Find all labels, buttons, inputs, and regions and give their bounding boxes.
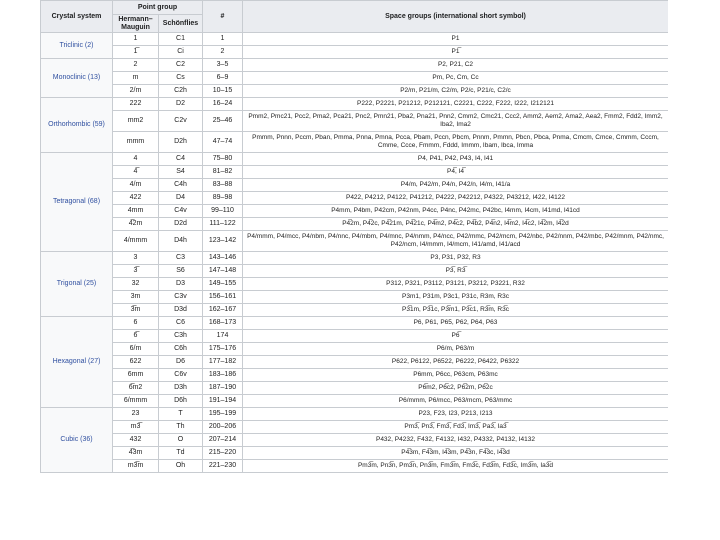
- space-groups-cell: P4/m, P42/m, P4/n, P42/n, I4/m, I41/a: [243, 179, 669, 192]
- number-cell: 47–74: [203, 132, 243, 153]
- space-groups-cell: Pm, Pc, Cm, Cc: [243, 72, 669, 85]
- hm-cell: 6/mmm: [113, 395, 159, 408]
- table-row: [41, 369, 669, 382]
- schoenflies-cell: C6h: [159, 343, 203, 356]
- schoenflies-cell: C4h: [159, 179, 203, 192]
- crystal-system-cell: Triclinic (2): [41, 33, 113, 59]
- schoenflies-cell: C4: [159, 153, 203, 166]
- schoenflies-cell: S6: [159, 265, 203, 278]
- space-groups-cell: P6̅: [243, 330, 669, 343]
- schoenflies-cell: D4h: [159, 231, 203, 252]
- table-row: [41, 59, 669, 72]
- hm-cell: 32: [113, 278, 159, 291]
- number-cell: 143–146: [203, 252, 243, 265]
- schoenflies-cell: T: [159, 408, 203, 421]
- schoenflies-cell: D6: [159, 356, 203, 369]
- hm-cell: 1: [113, 33, 159, 46]
- number-cell: 2: [203, 46, 243, 59]
- table-row: [41, 132, 669, 153]
- number-cell: 215–220: [203, 447, 243, 460]
- hm-cell: 4/m: [113, 179, 159, 192]
- schoenflies-cell: C2h: [159, 85, 203, 98]
- crystal-system-cell: Cubic (36): [41, 408, 113, 473]
- table-row: [41, 356, 669, 369]
- space-groups-cell: P312, P321, P3112, P3121, P3212, P3221, R32: [243, 278, 669, 291]
- crystal-system-header: Crystal system: [41, 1, 113, 33]
- schoenflies-header: Schönflies: [159, 15, 203, 33]
- hm-cell: m3̅: [113, 421, 159, 434]
- table-row: [41, 278, 669, 291]
- schoenflies-cell: D3h: [159, 382, 203, 395]
- table-row: [41, 395, 669, 408]
- hm-cell: 4: [113, 153, 159, 166]
- schoenflies-cell: C2: [159, 59, 203, 72]
- number-cell: 1: [203, 33, 243, 46]
- space-group-table: [40, 0, 668, 473]
- space-groups-cell: P6/m, P63/m: [243, 343, 669, 356]
- hm-cell: 222: [113, 98, 159, 111]
- hm-cell: 4/mmm: [113, 231, 159, 252]
- table-row: [41, 153, 669, 166]
- hm-cell: 4̅: [113, 166, 159, 179]
- space-groups-cell: P6/mmm, P6/mcc, P63/mcm, P63/mmc: [243, 395, 669, 408]
- number-cell: 111–122: [203, 218, 243, 231]
- crystal-system-cell: Orthorhombic (59): [41, 98, 113, 153]
- hm-cell: mm2: [113, 111, 159, 132]
- space-groups-cell: Pmmm, Pnnn, Pccm, Pban, Pmma, Pnna, Pmna, Pcca, Pbam, Pccn, Pbcm, Pnnm, Pmmn, Pbcn, Pbca, Pnma, Cmcm, Cmce, Cmmm, Cccm, Cmme, Ccce, Fmmm, Fddd, Immm, Ibam, Ibca, Imma: [243, 132, 669, 153]
- hm-cell: 23: [113, 408, 159, 421]
- number-cell: 156–161: [203, 291, 243, 304]
- space-groups-cell: Pmm2, Pmc21, Pcc2, Pma2, Pca21, Pnc2, Pmn21, Pba2, Pna21, Pnn2, Cmm2, Cmc21, Ccc2, Amm2, Aem2, Ama2, Aea2, Fmm2, Fdd2, Imm2, Iba2, Ima2: [243, 111, 669, 132]
- table-row: [41, 408, 669, 421]
- schoenflies-cell: O: [159, 434, 203, 447]
- schoenflies-cell: C3v: [159, 291, 203, 304]
- space-groups-cell: P2, P21, C2: [243, 59, 669, 72]
- hm-cell: 6mm: [113, 369, 159, 382]
- hm-cell: 3: [113, 252, 159, 265]
- number-cell: 177–182: [203, 356, 243, 369]
- number-cell: 191–194: [203, 395, 243, 408]
- schoenflies-cell: C2v: [159, 111, 203, 132]
- hm-cell: 2: [113, 59, 159, 72]
- space-groups-cell: P3̅, R3̅: [243, 265, 669, 278]
- number-cell: 195–199: [203, 408, 243, 421]
- table-row: [41, 382, 669, 395]
- hm-cell: 4̅2m: [113, 218, 159, 231]
- space-groups-cell: P4/mmm, P4/mcc, P4/nbm, P4/nnc, P4/mbm, P4/mnc, P4/nmm, P4/ncc, P42/mmc, P42/mcm, P42/nbc, P42/nnm, P42/mbc, P42/mnm, P42/nmc, P42/ncm, I4/mmm, I4/mcm, I41/amd, I41/acd: [243, 231, 669, 252]
- crystal-system-cell: Hexagonal (27): [41, 317, 113, 408]
- schoenflies-cell: D2h: [159, 132, 203, 153]
- table-row: [41, 421, 669, 434]
- table-row: [41, 111, 669, 132]
- schoenflies-cell: Ci: [159, 46, 203, 59]
- table-row: [41, 434, 669, 447]
- number-header: #: [203, 1, 243, 33]
- hermann-mauguin-header: Hermann–Mauguin: [113, 15, 159, 33]
- space-groups-cell: P4mm, P4bm, P42cm, P42nm, P4cc, P4nc, P42mc, P42bc, I4mm, I4cm, I41md, I41cd: [243, 205, 669, 218]
- schoenflies-cell: Th: [159, 421, 203, 434]
- hm-cell: 422: [113, 192, 159, 205]
- number-cell: 25–46: [203, 111, 243, 132]
- hm-cell: 3m: [113, 291, 159, 304]
- schoenflies-cell: D3d: [159, 304, 203, 317]
- table-row: [41, 192, 669, 205]
- table-row: [41, 330, 669, 343]
- schoenflies-cell: C3: [159, 252, 203, 265]
- number-cell: 207–214: [203, 434, 243, 447]
- table-row: [41, 317, 669, 330]
- table-row: [41, 291, 669, 304]
- hm-cell: m: [113, 72, 159, 85]
- crystal-system-cell: Monoclinic (13): [41, 59, 113, 98]
- schoenflies-cell: C3h: [159, 330, 203, 343]
- hm-cell: 432: [113, 434, 159, 447]
- hm-cell: 6: [113, 317, 159, 330]
- schoenflies-cell: D3: [159, 278, 203, 291]
- table-row: [41, 205, 669, 218]
- space-groups-header: Space groups (international short symbol): [243, 1, 669, 33]
- schoenflies-cell: D2: [159, 98, 203, 111]
- hm-cell: 6̅: [113, 330, 159, 343]
- space-groups-cell: Pm3̅, Pn3̅, Fm3̅, Fd3̅, Im3̅, Pa3̅, Ia3̅: [243, 421, 669, 434]
- table-row: [41, 85, 669, 98]
- table-row: [41, 179, 669, 192]
- crystal-system-cell: Tetragonal (68): [41, 153, 113, 252]
- schoenflies-cell: D4: [159, 192, 203, 205]
- number-cell: 10–15: [203, 85, 243, 98]
- schoenflies-cell: S4: [159, 166, 203, 179]
- hm-cell: 1̅: [113, 46, 159, 59]
- number-cell: 16–24: [203, 98, 243, 111]
- crystal-system-cell: Trigonal (25): [41, 252, 113, 317]
- number-cell: 99–110: [203, 205, 243, 218]
- number-cell: 187–190: [203, 382, 243, 395]
- number-cell: 183–186: [203, 369, 243, 382]
- number-cell: 200–206: [203, 421, 243, 434]
- table-row: [41, 265, 669, 278]
- schoenflies-cell: D6h: [159, 395, 203, 408]
- table-row: [41, 98, 669, 111]
- space-groups-cell: P4, P41, P42, P43, I4, I41: [243, 153, 669, 166]
- hm-cell: 622: [113, 356, 159, 369]
- table-row: [41, 343, 669, 356]
- table-row: [41, 304, 669, 317]
- hm-cell: 4̅3m: [113, 447, 159, 460]
- schoenflies-cell: C4v: [159, 205, 203, 218]
- table-row: [41, 218, 669, 231]
- space-groups-cell: P1̅: [243, 46, 669, 59]
- space-groups-cell: P622, P6122, P6522, P6222, P6422, P6322: [243, 356, 669, 369]
- hm-cell: 6̅m2: [113, 382, 159, 395]
- space-groups-cell: P1: [243, 33, 669, 46]
- number-cell: 123–142: [203, 231, 243, 252]
- header-row: [41, 1, 669, 15]
- hm-cell: m3̅m: [113, 460, 159, 473]
- table-row: [41, 252, 669, 265]
- hm-cell: 6/m: [113, 343, 159, 356]
- space-groups-cell: P3, P31, P32, R3: [243, 252, 669, 265]
- space-groups-cell: P4̅, I4̅: [243, 166, 669, 179]
- number-cell: 83–88: [203, 179, 243, 192]
- number-cell: 75–80: [203, 153, 243, 166]
- table-row: [41, 72, 669, 85]
- schoenflies-cell: Oh: [159, 460, 203, 473]
- number-cell: 221–230: [203, 460, 243, 473]
- space-groups-cell: Pm3̅m, Pn3̅n, Pm3̅n, Pn3̅m, Fm3̅m, Fm3̅c, Fd3̅m, Fd3̅c, Im3̅m, Ia3̅d: [243, 460, 669, 473]
- space-groups-cell: P422, P4212, P4122, P41212, P4222, P42212, P4322, P43212, I422, I4122: [243, 192, 669, 205]
- table-row: [41, 460, 669, 473]
- number-cell: 147–148: [203, 265, 243, 278]
- table-row: [41, 447, 669, 460]
- hm-cell: 3̅: [113, 265, 159, 278]
- table-container: [40, 0, 668, 540]
- number-cell: 81–82: [203, 166, 243, 179]
- table-row: [41, 46, 669, 59]
- schoenflies-cell: Td: [159, 447, 203, 460]
- hm-cell: mmm: [113, 132, 159, 153]
- space-groups-cell: P3̅1m, P3̅1c, P3̅m1, P3̅c1, R3̅m, R3̅c: [243, 304, 669, 317]
- table-row: [41, 33, 669, 46]
- space-groups-cell: P4̅2m, P4̅2c, P4̅21m, P4̅21c, P4̅m2, P4̅c2, P4̅b2, P4̅n2, I4̅m2, I4̅c2, I4̅2m, I4̅2d: [243, 218, 669, 231]
- table-row: [41, 166, 669, 179]
- space-groups-cell: P222, P2221, P21212, P212121, C2221, C222, F222, I222, I212121: [243, 98, 669, 111]
- table-row: [41, 231, 669, 252]
- number-cell: 162–167: [203, 304, 243, 317]
- space-groups-cell: P3m1, P31m, P3c1, P31c, R3m, R3c: [243, 291, 669, 304]
- schoenflies-cell: D2d: [159, 218, 203, 231]
- schoenflies-cell: C1: [159, 33, 203, 46]
- number-cell: 3–5: [203, 59, 243, 72]
- schoenflies-cell: Cs: [159, 72, 203, 85]
- number-cell: 168–173: [203, 317, 243, 330]
- number-cell: 89–98: [203, 192, 243, 205]
- space-groups-cell: P6̅m2, P6̅c2, P6̅2m, P6̅2c: [243, 382, 669, 395]
- number-cell: 174: [203, 330, 243, 343]
- space-groups-cell: P23, F23, I23, P213, I213: [243, 408, 669, 421]
- space-groups-cell: P6mm, P6cc, P63cm, P63mc: [243, 369, 669, 382]
- schoenflies-cell: C6: [159, 317, 203, 330]
- number-cell: 175–176: [203, 343, 243, 356]
- hm-cell: 3̅m: [113, 304, 159, 317]
- space-groups-cell: P4̅3m, F4̅3m, I4̅3m, P4̅3n, F4̅3c, I4̅3d: [243, 447, 669, 460]
- number-cell: 149–155: [203, 278, 243, 291]
- space-groups-cell: P2/m, P21/m, C2/m, P2/c, P21/c, C2/c: [243, 85, 669, 98]
- space-groups-cell: P6, P61, P65, P62, P64, P63: [243, 317, 669, 330]
- point-group-header: Point group: [113, 1, 203, 15]
- schoenflies-cell: C6v: [159, 369, 203, 382]
- space-groups-cell: P432, P4232, F432, F4132, I432, P4332, P4132, I4132: [243, 434, 669, 447]
- hm-cell: 4mm: [113, 205, 159, 218]
- hm-cell: 2/m: [113, 85, 159, 98]
- number-cell: 6–9: [203, 72, 243, 85]
